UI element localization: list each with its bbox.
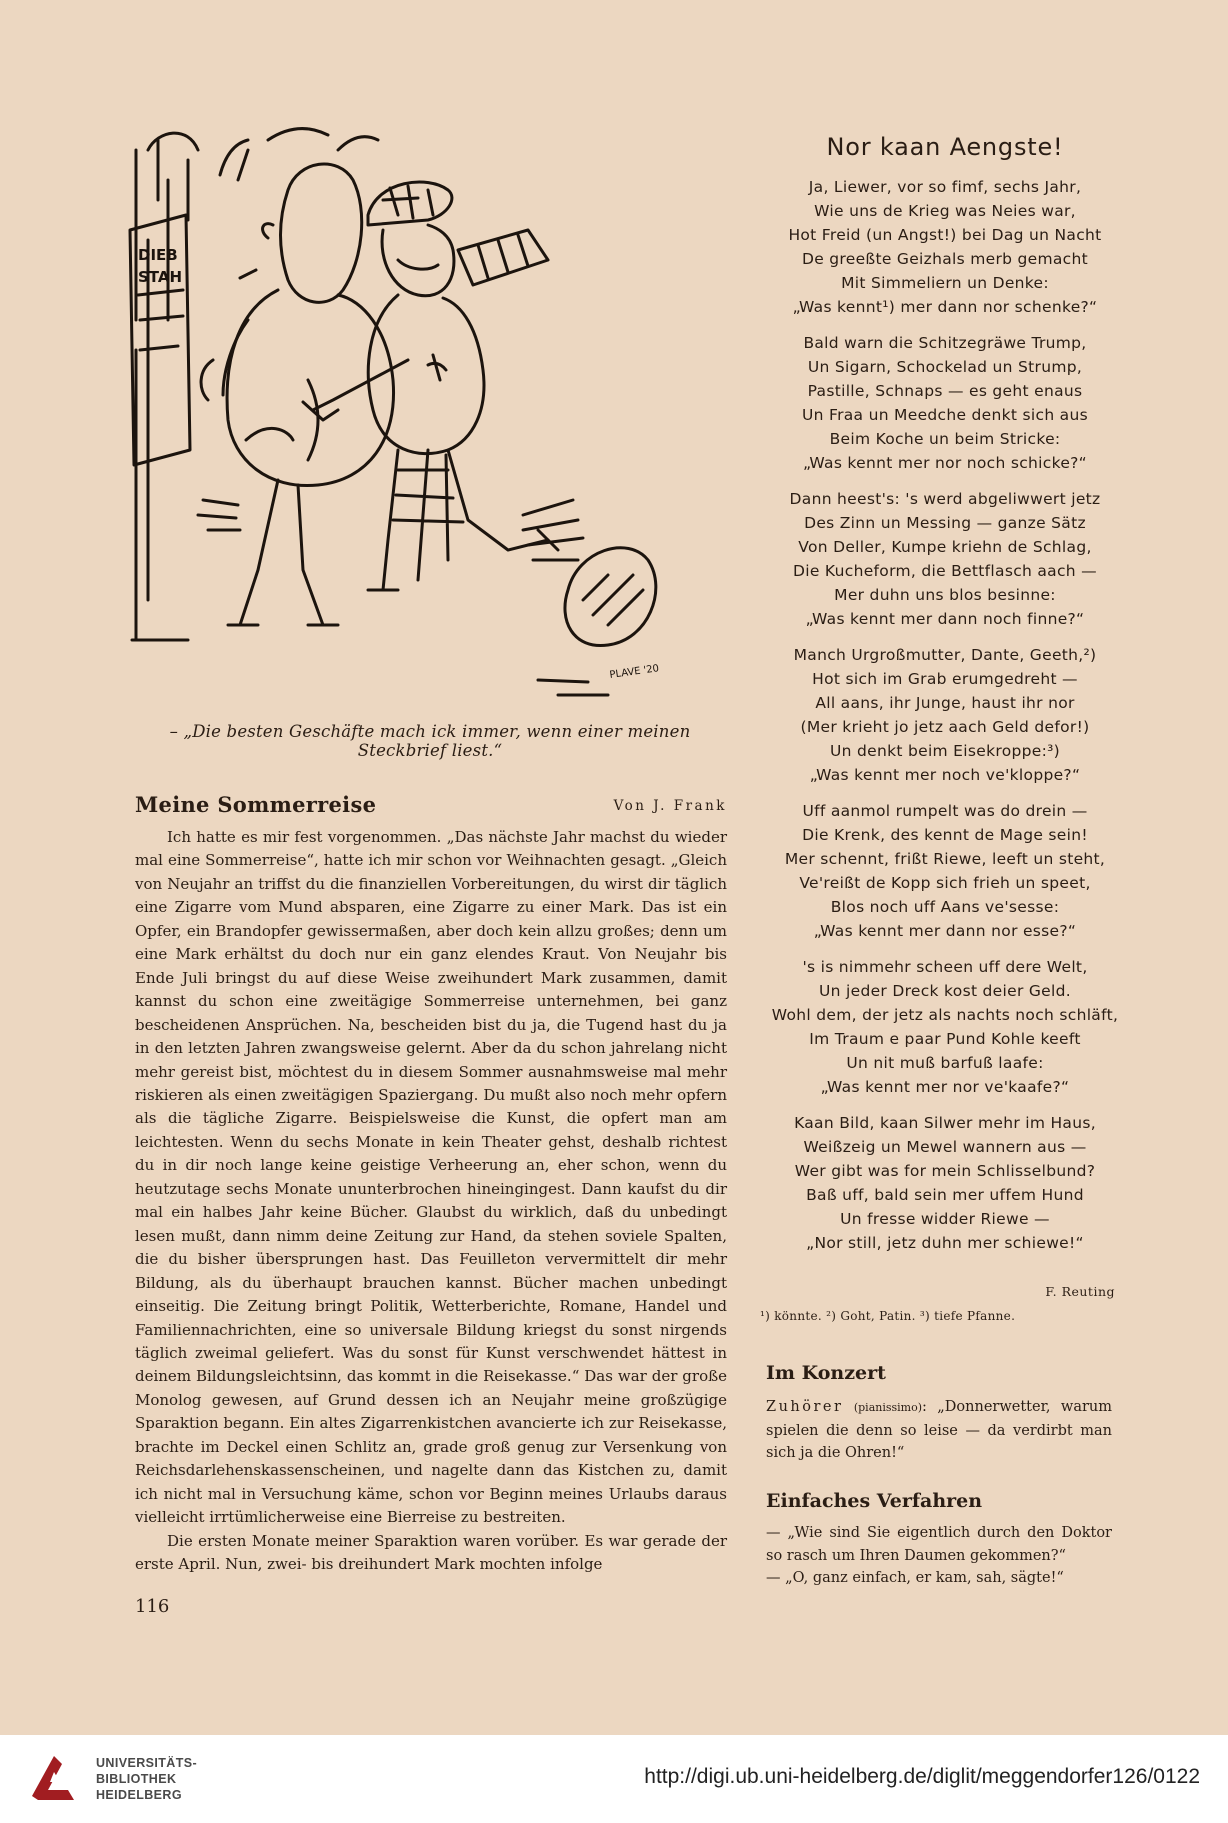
story-title: Meine Sommerreise xyxy=(135,792,377,817)
poem-stanza xyxy=(760,799,1130,943)
konzert-title: Im Konzert xyxy=(766,1362,886,1384)
poem-author: F. Reuting xyxy=(1045,1284,1115,1299)
poem-line: Un Sigarn, Schockelad un Strump, xyxy=(807,358,1083,376)
poem-stanza xyxy=(760,331,1130,475)
poem-line: (Mer krieht jo jetz aach Geld defor!) xyxy=(800,718,1090,736)
poem-line: All aans, ihr Junge, haust ihr nor xyxy=(815,694,1075,712)
poem-line: Pastille, Schnaps — es geht enaus xyxy=(807,382,1083,400)
poem-line: „Was kennt mer nor ve'kaafe?“ xyxy=(820,1078,1070,1096)
poem-line: „Was kennt mer noch ve'kloppe?“ xyxy=(809,766,1081,784)
poem-stanza xyxy=(760,1111,1130,1255)
poem-line: De greeßte Geizhals merb gemacht xyxy=(801,250,1089,268)
poem-line: Ja, Liewer, vor so fimf, sechs Jahr, xyxy=(808,178,1082,196)
story-author: Von J. Frank xyxy=(613,798,727,814)
source-url-link[interactable]: http://digi.ub.uni-heidelberg.de/diglit/meggendorfer126/0122 xyxy=(644,1765,1200,1788)
poem-line: Manch Urgroßmutter, Dante, Geeth,²) xyxy=(793,646,1097,664)
poster-text-line1: DIEB xyxy=(138,246,178,264)
institution-name xyxy=(96,1755,197,1803)
poem-line: Un jeder Dreck kost deier Geld. xyxy=(819,982,1071,1000)
poem-line: Kaan Bild, kaan Silwer mehr im Haus, xyxy=(794,1114,1096,1132)
illustration-caption: – „Die besten Geschäfte mach ick immer, wenn einer meinen Steckbrief liest.“ xyxy=(169,722,691,760)
story-paragraph: Ich hatte es mir fest vorgenommen. „Das nächste Jahr machst du wieder mal eine Sommerreise“, hatte ich mir schon vor Weihnachten gesagt. „Gleich von Neujahr an triffst du die finanziellen Vorbereitungen, du wirst dir täglich eine Zigarre vom Mund absparen, eine Zigarre zu einer Mark. Das ist ein Opfer, ein Brandopfer gewissermaßen, aber doch kein allzu großes; denn um eine Mark erhältst du doch nur ein ganz elendes Kraut. Von Neujahr bis Ende Juli bringst du auf diese Weise zweihundert Mark zusammen, damit kannst du schon eine zweitägige Sommerreise unternehmen, bei ganz bescheidenen Ansprüchen. Na, bescheiden bist du ja, die Tugend hast du ja in den letzten Jahren zwangsweise gelernt. Aber da du schon jahrelang nicht mehr gereist bist, möchtest du in diesem Sommer ausnahmsweise mal mehr riskieren als einen zweitägigen Spaziergang. Du mußt also noch mehr opfern als die tägliche Zigarre. Beispielsweise die Kunst, die opfert man am leichtesten. Wenn du sechs Monate in kein Theater gehst, deshalb richtest du in dir noch lange keine geistige Verheerung an, eher schon, wenn du heutzutage sechs Monate ununterbrochen hineingingest. Dann kaufst du dir mal ein halbes Jahr keine Bücher. Glaubst du wirklich, daß du unbedingt lesen mußt, dann nimm deine Zeitung zur Hand, da stehen soviele Spalten, die du bisher übersprungen hast. Das Feuilleton ververmittelt dir mehr Bildung, als du überhaupt brauchen kannst. Bücher machen unbedingt einseitig. Die Zeitung bringt Politik, Wetterberichte, Romane, Handel und Familiennachrichten, eine so universale Bildung kriegst du sonst nirgends täglich zweimal geliefert. Was du sonst für Kunst verschwendet hättest in deinem Bildungsleichtsinn, das kommt in die Reisekasse.“ Das war der große Monolog gewesen, auf Grund dessen ich an Neujahr meine großzügige Sparaktion begann. Ein altes Zigarrenkistchen avancierte ich zur Reisekasse, brachte im Deckel einen Schlitz an, grade groß genug zur Versenkung von Reichsdarlehenskassenscheinen, und nagelte dann das Kistchen zu, damit ich nicht mal in Versuchung käme, schon vor Beginn meines Urlaubs daraus vielleicht irrtümlicherweise eine Bierreise zu bestreiten. xyxy=(135,828,727,1527)
university-logo-icon xyxy=(28,1752,80,1806)
poem-title: Nor kaan Aengste! xyxy=(826,133,1064,161)
poem-line: Bald warn die Schitzegräwe Trump, xyxy=(803,334,1087,352)
poem-stanza xyxy=(760,955,1130,1099)
poem-line: Mer duhn uns blos besinne: xyxy=(834,586,1056,604)
poem-line: Des Zinn un Messing — ganze Sätz xyxy=(804,514,1086,532)
poem-footnotes: ¹) könnte. ²) Goht, Patin. ³) tiefe Pfanne. xyxy=(760,1309,1016,1323)
poem-line: Die Krenk, des kennt de Mage sein! xyxy=(802,826,1088,844)
poem-line: Blos noch uff Aans ve'sesse: xyxy=(830,898,1060,916)
verfahren-text xyxy=(766,1522,1112,1590)
poem-line: „Was kennt mer dann noch finne?“ xyxy=(805,610,1085,628)
poem-line: Wie uns de Krieg was Neies war, xyxy=(814,202,1076,220)
verfahren-title: Einfaches Verfahren xyxy=(766,1490,983,1512)
poem-line: Die Kucheform, die Bettflasch aach — xyxy=(793,562,1097,580)
konzert-speaker-note: (pianissimo) xyxy=(853,1401,923,1414)
story-header xyxy=(135,792,727,822)
konzert-quote: : „Donnerwetter, warum spielen die denn so leise — da verdirbt man sich ja die Ohren!“ xyxy=(766,1399,1112,1461)
poem-line: Von Deller, Kumpe kriehn de Schlag, xyxy=(798,538,1092,556)
poem-stanza xyxy=(760,487,1130,631)
footer-bar xyxy=(0,1735,1228,1823)
institution-line: UNIVERSITÄTS- xyxy=(96,1756,198,1770)
poem-line: Weißzeig un Mewel wannern aus — xyxy=(803,1138,1087,1156)
verfahren-line: — „Wie sind Sie eigentlich durch den Doktor so rasch um Ihren Daumen gekommen?“ xyxy=(766,1525,1112,1564)
poem-line: Baß uff, bald sein mer uffem Hund xyxy=(806,1186,1084,1204)
verfahren-line: — „O, ganz einfach, er kam, sah, sägte!“ xyxy=(766,1570,1064,1586)
poem-stanza xyxy=(760,175,1130,319)
cartoon-illustration xyxy=(128,120,728,715)
poem-line: Wohl dem, der jetz als nachts noch schläft, xyxy=(771,1006,1119,1024)
poem-line: Mer schennt, frißt Riewe, leeft un steht, xyxy=(784,850,1106,868)
poem-line: „Was kennt¹) mer dann nor schenke?“ xyxy=(792,298,1098,316)
poem-line: „Was kennt mer dann nor esse?“ xyxy=(813,922,1077,940)
poem-line: Ve'reißt de Kopp sich frieh un speet, xyxy=(799,874,1091,892)
poem-line: „Nor still, jetz duhn mer schiewe!“ xyxy=(806,1234,1084,1252)
konzert-text xyxy=(766,1396,1112,1465)
konzert-speaker: Zuhörer xyxy=(766,1399,844,1415)
poem-line: Dann heest's: 's werd abgeliwwert jetz xyxy=(789,490,1101,508)
artist-signature: PLAVE '20 xyxy=(608,663,660,681)
poem-line: Wer gibt was for mein Schlisselbund? xyxy=(794,1162,1096,1180)
poem-line: Mit Simmeliern un Denke: xyxy=(841,274,1049,292)
poem-line: Un fresse widder Riewe — xyxy=(840,1210,1050,1228)
poem-line: 's is nimmehr scheen uff dere Welt, xyxy=(802,958,1088,976)
poem-line: Hot Freid (un Angst!) bei Dag un Nacht xyxy=(788,226,1102,244)
poem xyxy=(760,175,1130,1267)
story-body xyxy=(135,826,727,1577)
poem-line: Hot sich im Grab erumgedreht — xyxy=(812,670,1078,688)
poem-line: Un nit muß barfuß laafe: xyxy=(846,1054,1044,1072)
poster-text-line2: STAH xyxy=(138,268,183,286)
poem-line: Un denkt beim Eisekroppe:³) xyxy=(830,742,1060,760)
poem-line: Uff aanmol rumpelt was do drein — xyxy=(802,802,1088,820)
institution-line: HEIDELBERG xyxy=(96,1788,182,1802)
poem-stanza xyxy=(760,643,1130,787)
poem-line: Beim Koche un beim Stricke: xyxy=(829,430,1061,448)
poem-line: „Was kennt mer nor noch schicke?“ xyxy=(802,454,1088,472)
page-number: 116 xyxy=(135,1596,170,1617)
story-paragraph: Die ersten Monate meiner Sparaktion waren vorüber. Es war gerade der erste April. Nun, zwei- bis dreihundert Mark mochten infolge xyxy=(135,1531,727,1574)
poem-line: Un Fraa un Meedche denkt sich aus xyxy=(802,406,1088,424)
institution-line: BIBLIOTHEK xyxy=(96,1772,177,1786)
poem-line: Im Traum e paar Pund Kohle keeft xyxy=(809,1030,1081,1048)
